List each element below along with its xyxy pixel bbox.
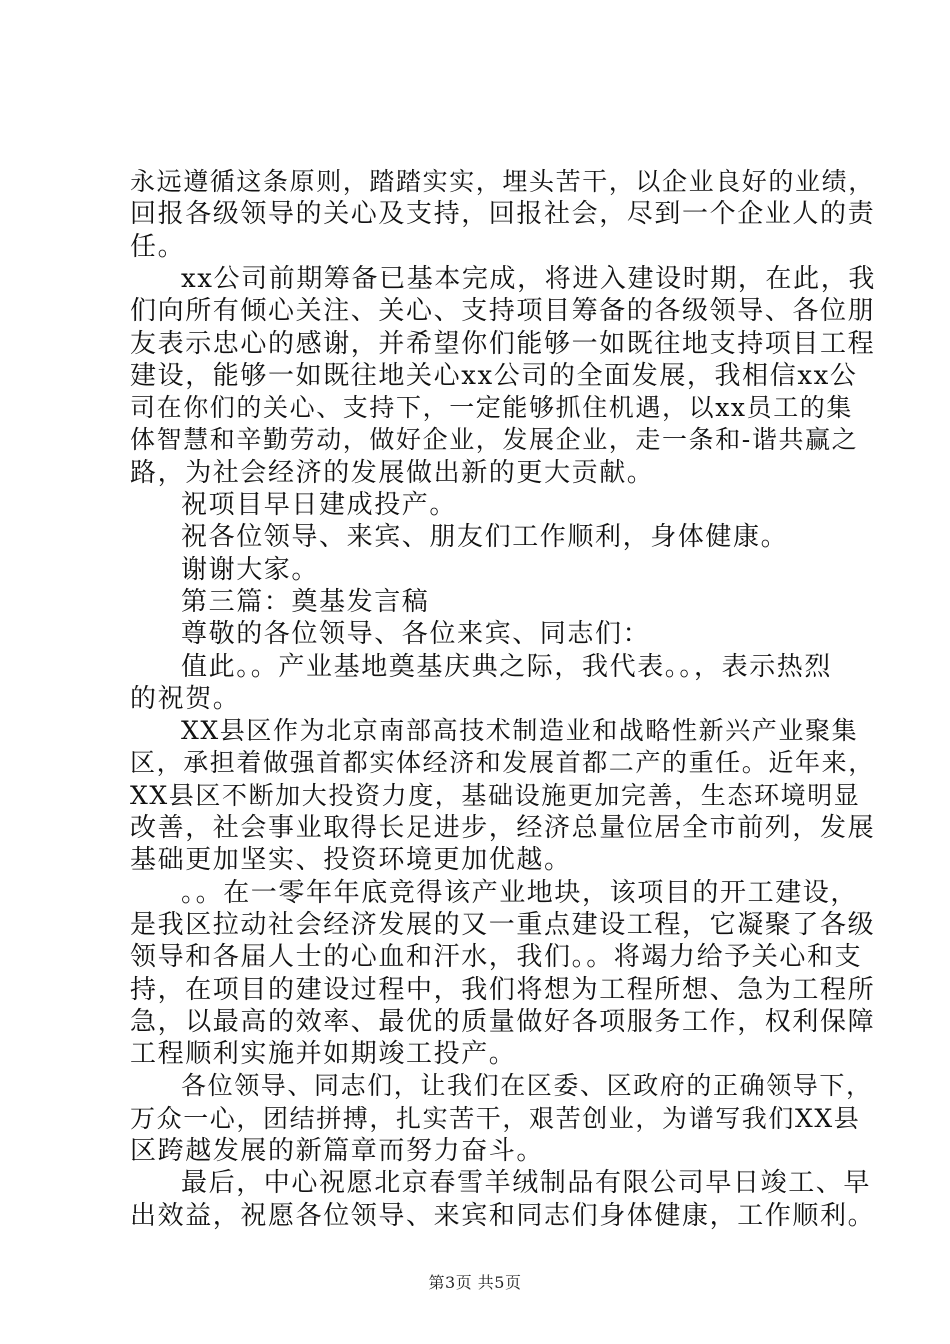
paragraph-line: 工程顺利实施并如期竣工投产。 [130, 1039, 517, 1069]
paragraph-line: 万众一心，团结拼搏，扎实苦干，艰苦创业，为谱写我们XX县 [130, 1104, 861, 1133]
salutation: 尊敬的各位领导、各位来宾、同志们： [181, 619, 651, 649]
paragraph-line: 最后，中心祝愿北京春雪羊绒制品有限公司早日竣工、早 [181, 1168, 872, 1198]
paragraph-line: 们向所有倾心关注、关心、支持项目筹备的各级领导、各位朋 [130, 296, 876, 326]
paragraph-line: 建设，能够一如既往地关心xx公司的全面发展，我相信xx公 [130, 361, 858, 391]
paragraph-line: 各位领导、同志们，让我们在区委、区政府的正确领导下， [181, 1071, 873, 1100]
paragraph-line: 区跨越发展的新篇章而努力奋斗。 [130, 1136, 545, 1166]
paragraph-line: XX县区作为北京南部高技术制造业和战略性新兴产业聚集 [181, 716, 859, 745]
paragraph-line: 领导和各届人士的心血和汗水，我们。。将竭力给予关心和支 [130, 942, 863, 972]
paragraph-line: 值此。。产业基地奠基庆典之际，我代表。。，表示热烈 [181, 652, 833, 682]
paragraph-line: 祝项目早日建成投产。 [181, 490, 458, 520]
paragraph-line: 友表示忠心的感谢，并希望你们能够一如既往地支持项目工程 [130, 329, 876, 359]
paragraph-line: 永远遵循这条原则，踏踏实实，埋头苦干，以企业良好的业绩， [130, 167, 875, 196]
paragraph-line: 基础更加坚实、投资环境更加优越。 [130, 845, 572, 875]
paragraph-line: 任。 [130, 232, 186, 262]
paragraph-line: 出效益，祝愿各位领导、来宾和同志们身体健康，工作顺利。 [130, 1201, 876, 1231]
page-footer: 第3页 共5页 [428, 1273, 522, 1292]
paragraph-line: 。。在一零年年底竞得该产业地块，该项目的开工建设， [181, 878, 859, 908]
paragraph-line: 急，以最高的效率、最优的质量做好各项服务工作，权利保障 [130, 1007, 876, 1037]
paragraph-line: 祝各位领导、来宾、朋友们工作顺利，身体健康。 [181, 522, 789, 552]
paragraph-line: 改善，社会事业取得长足进步，经济总量位居全市前列，发展 [130, 813, 876, 843]
paragraph-line: XX县区不断加大投资力度，基础设施更加完善，生态环境明显 [130, 781, 861, 810]
paragraph-line: 区，承担着做强首都实体经济和发展首都二产的重任。近年来， [130, 748, 875, 777]
paragraph-line: 路，为社会经济的发展做出新的更大贡献。 [130, 458, 655, 488]
paragraph-line: 的祝贺。 [130, 684, 241, 714]
paragraph-line: xx公司前期筹备已基本完成，将进入建设时期，在此，我 [181, 264, 876, 294]
paragraph-line: 是我区拉动社会经济发展的又一重点建设工程，它凝聚了各级 [130, 910, 876, 940]
paragraph-line: 司在你们的关心、支持下，一定能够抓住机遇，以xx员工的集 [130, 393, 854, 422]
paragraph-line: 持，在项目的建设过程中，我们将想为工程所想、急为工程所 [130, 975, 876, 1005]
paragraph-line: 谢谢大家。 [181, 555, 320, 585]
section-heading: 第三篇：奠基发言稿 [181, 587, 430, 617]
paragraph-line: 回报各级领导的关心及支持，回报社会，尽到一个企业人的责 [130, 199, 876, 229]
paragraph-line: 体智慧和辛勤劳动，做好企业，发展企业，走一条和-谐共赢之 [130, 425, 859, 454]
